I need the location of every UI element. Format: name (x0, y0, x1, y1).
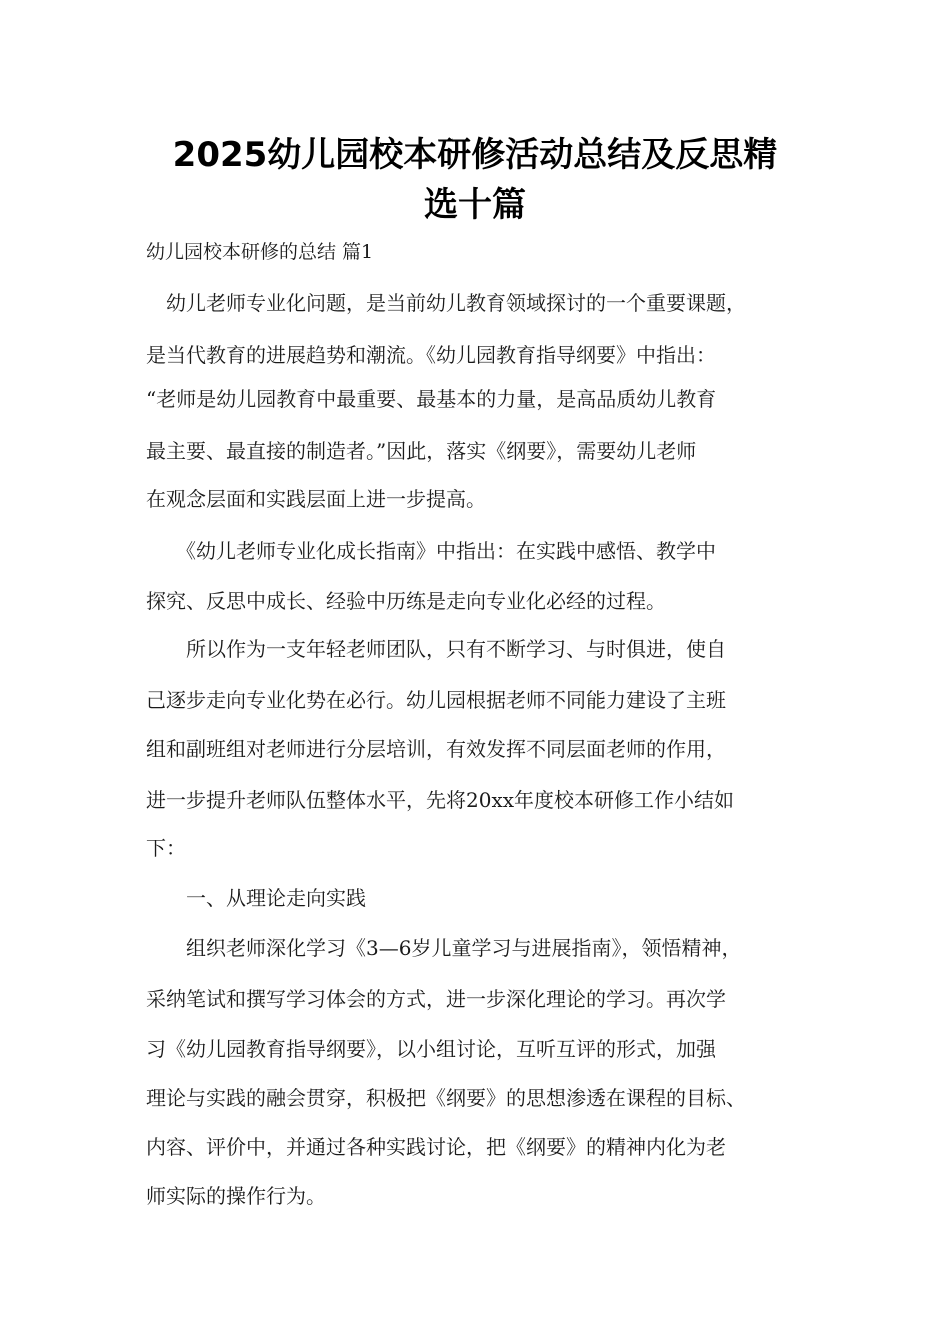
paragraph-line: 所以作为一支年轻老师团队，只有不断学习、与时俱进，使自 (146, 637, 726, 661)
paragraph-line: 组和副班组对老师进行分层培训，有效发挥不同层面老师的作用， (146, 737, 726, 761)
document-title-line-1: 2025幼儿园校本研修活动总结及反思精 (172, 135, 778, 175)
paragraph-line: 内容、评价中，并通过各种实践讨论，把《纲要》的精神内化为老 (146, 1135, 726, 1159)
paragraph-line: 幼儿老师专业化问题，是当前幼儿教育领域探讨的一个重要课题， (146, 291, 746, 315)
paragraph-line: 组织老师深化学习《3—6岁儿童学习与进展指南》，领悟精神， (146, 936, 742, 960)
paragraph-line: 采纳笔试和撰写学习体会的方式，进一步深化理论的学习。再次学 (146, 987, 726, 1011)
paragraph-line: 是当代教育的进展趋势和潮流。《幼儿园教育指导纲要》中指出： (146, 343, 716, 367)
paragraph-line: 《幼儿老师专业化成长指南》中指出：在实践中感悟、教学中 (146, 539, 716, 563)
paragraph-line: 习《幼儿园教育指导纲要》，以小组讨论，互听互评的形式，加强 (146, 1037, 716, 1061)
paragraph-line: 师实际的操作行为。 (146, 1184, 326, 1208)
section-subtitle: 幼儿园校本研修的总结 篇1 (146, 241, 374, 263)
paragraph-line: 下： (146, 836, 186, 860)
paragraph-line: 最主要、最直接的制造者。”因此，落实《纲要》，需要幼儿老师 (146, 439, 697, 463)
document-title-line-2: 选十篇 (424, 185, 526, 225)
paragraph-line: 在观念层面和实践层面上进一步提高。 (146, 487, 486, 511)
paragraph-line: 理论与实践的融会贯穿，积极把《纲要》的思想渗透在课程的目标、 (146, 1086, 746, 1110)
paragraph-line: “老师是幼儿园教育中最重要、最基本的力量，是高品质幼儿教育 (146, 387, 717, 411)
paragraph-line: 进一步提升老师队伍整体水平，先将20xx年度校本研修工作小结如 (146, 788, 735, 812)
paragraph-line: 探究、反思中成长、经验中历练是走向专业化必经的过程。 (146, 589, 666, 613)
paragraph-line: 己逐步走向专业化势在必行。幼儿园根据老师不同能力建设了主班 (146, 688, 726, 712)
section-heading: 一、从理论走向实践 (146, 886, 366, 910)
